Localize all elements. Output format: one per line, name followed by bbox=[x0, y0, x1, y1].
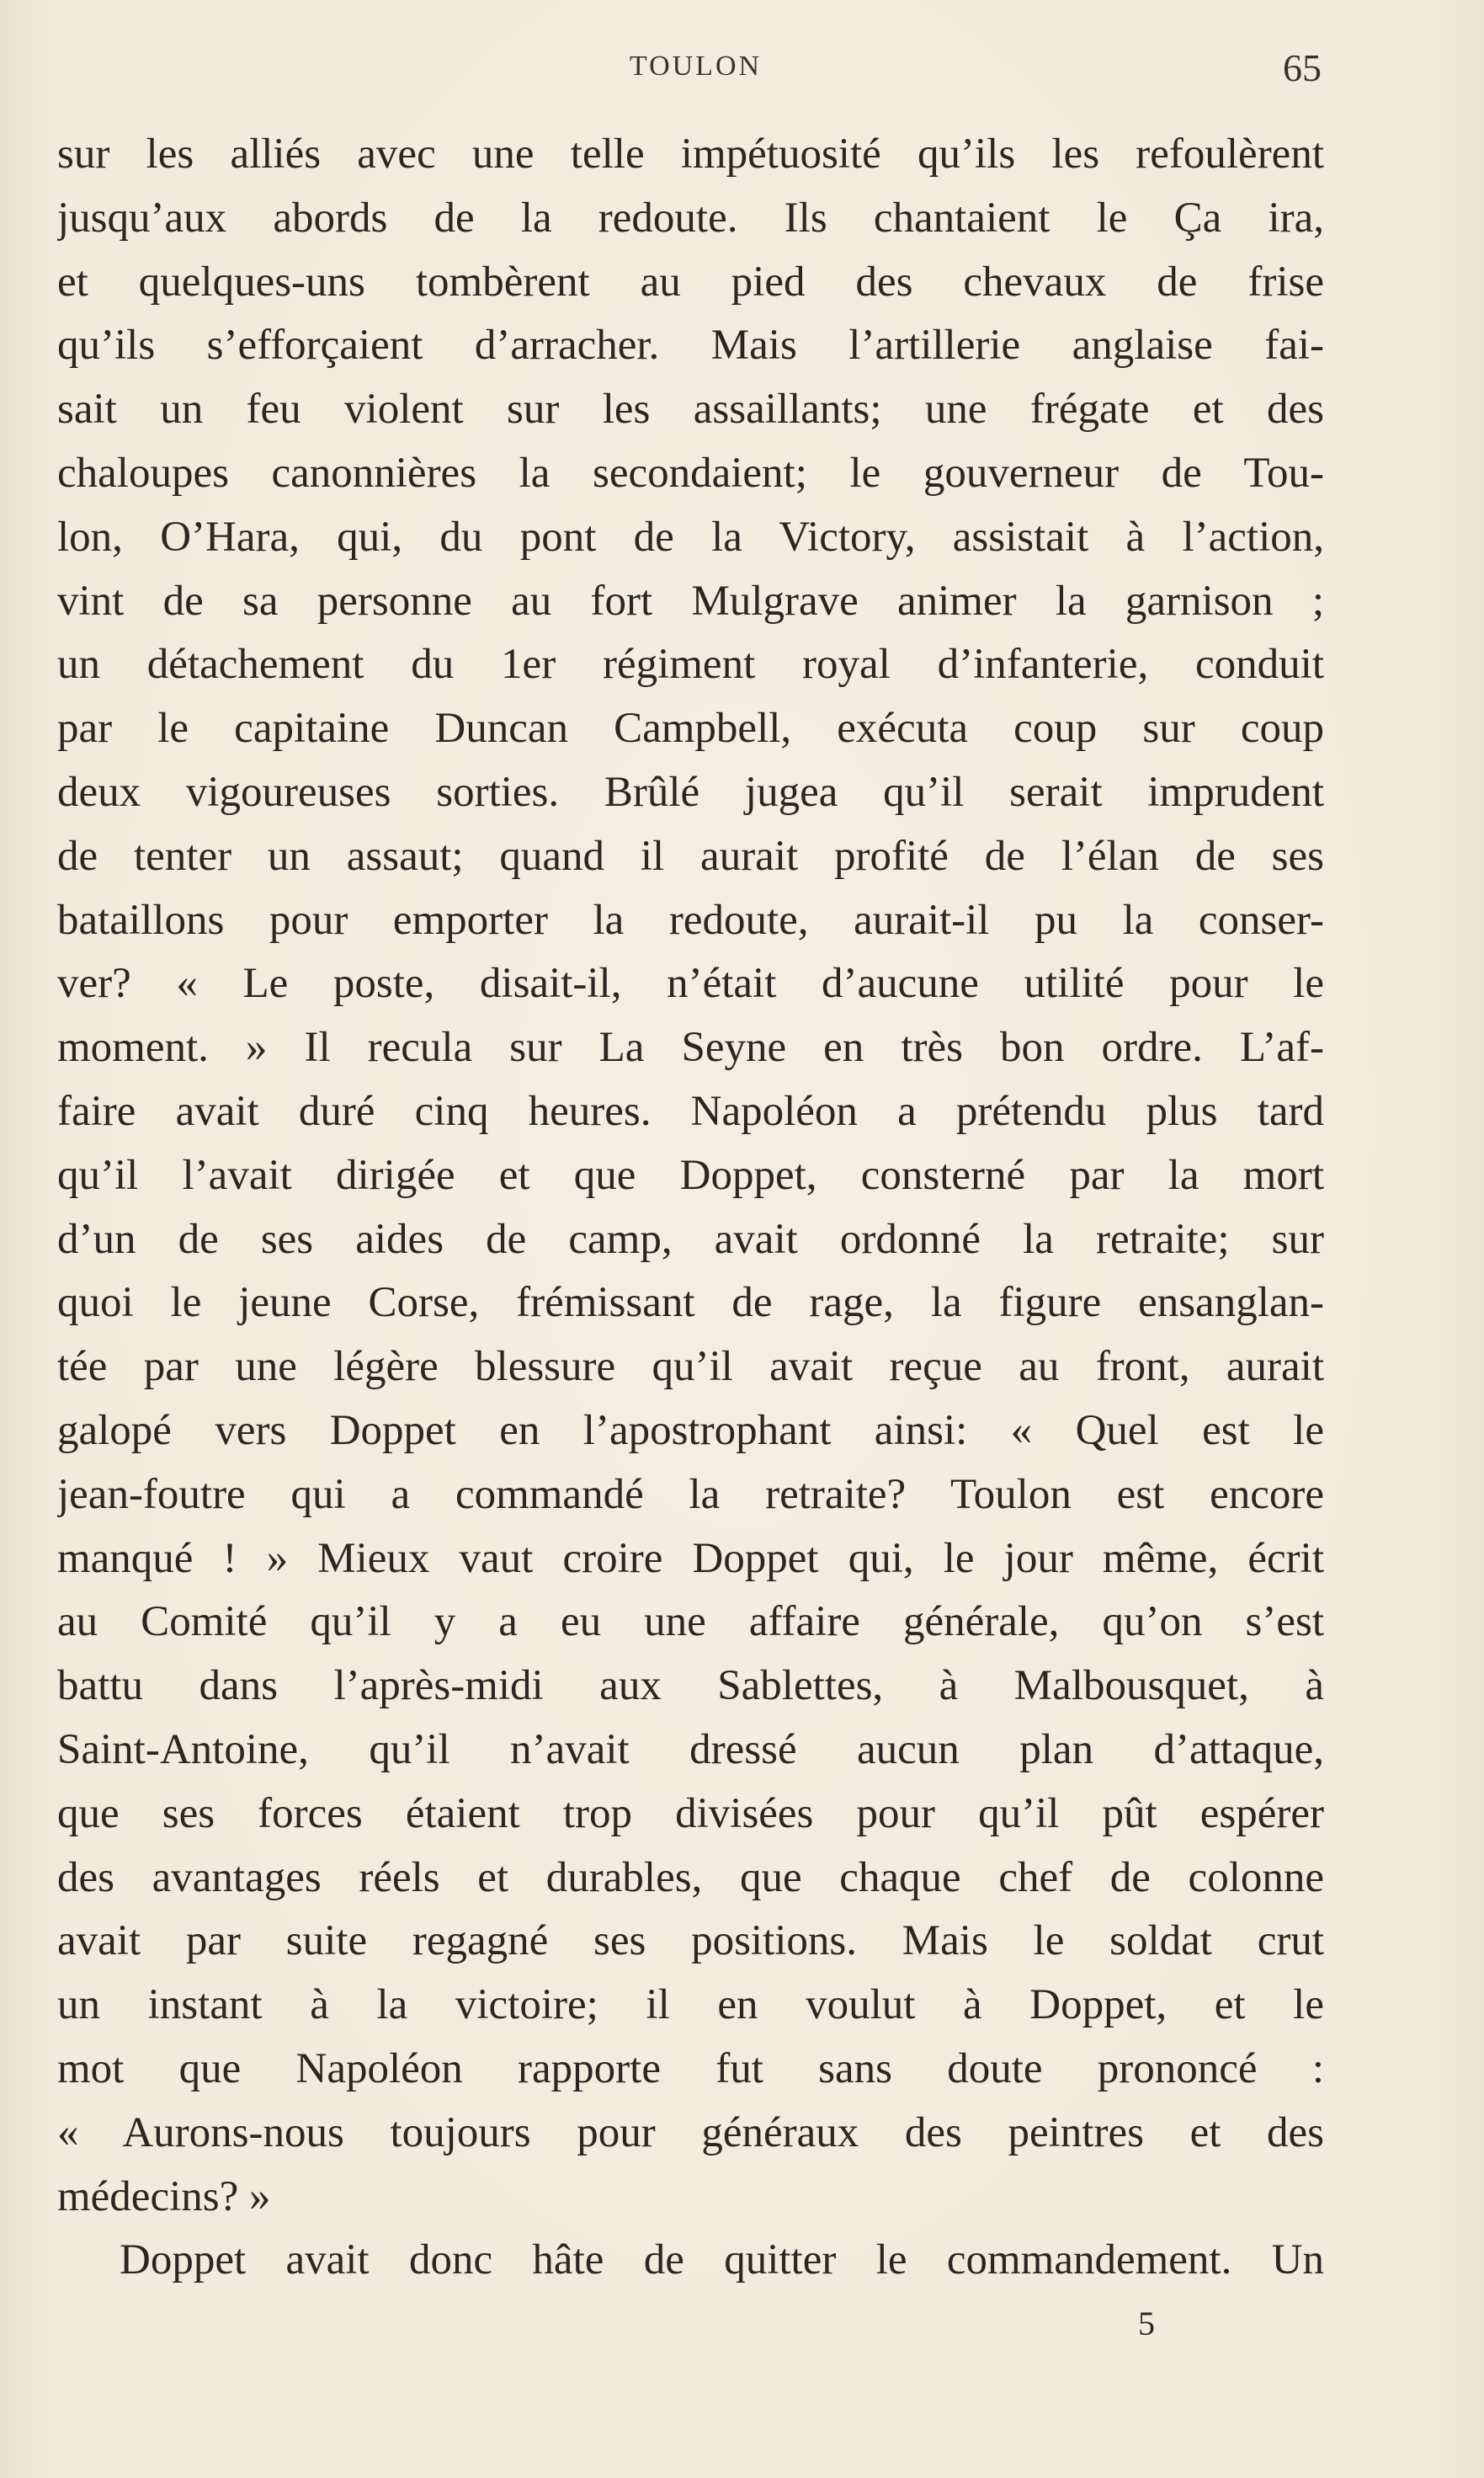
text-line: au Comité qu’il y a eu une affaire générale, qu’on s’est bbox=[57, 1598, 1324, 1646]
text-line: quoi le jeune Corse, frémissant de rage, la figure ensanglan- bbox=[57, 1279, 1324, 1327]
text-line: de tenter un assaut; quand il aurait profité de l’élan de ses bbox=[57, 832, 1324, 880]
text-line: d’un de ses aides de camp, avait ordonné la retraite; sur bbox=[57, 1215, 1324, 1263]
text-line: deux vigoureuses sorties. Brûlé jugea qu’il serait imprudent bbox=[57, 768, 1324, 816]
text-line-paragraph-start: Doppet avait donc hâte de quitter le commandement. Un bbox=[120, 2236, 1324, 2284]
text-line: vint de sa personne au fort Mulgrave animer la garnison ; bbox=[57, 577, 1324, 625]
text-line: manqué ! » Mieux vaut croire Doppet qui, le jour même, écrit bbox=[57, 1534, 1324, 1582]
text-line: galopé vers Doppet en l’apostrophant ainsi: « Quel est le bbox=[57, 1406, 1324, 1454]
running-title: TOULON bbox=[629, 51, 763, 82]
text-line: avait par suite regagné ses positions. Mais le soldat crut bbox=[57, 1917, 1324, 1965]
text-line: sait un feu violent sur les assaillants; une frégate et des bbox=[57, 386, 1324, 434]
running-header bbox=[0, 45, 1484, 96]
signature-mark: 5 bbox=[1138, 2305, 1155, 2342]
text-line: que ses forces étaient trop divisées pour qu’il pût espérer bbox=[57, 1789, 1324, 1837]
body-text bbox=[57, 123, 1324, 2293]
text-line: bataillons pour emporter la redoute, aurait-il pu la conser- bbox=[57, 896, 1324, 944]
page-number: 65 bbox=[1283, 46, 1322, 89]
text-line: qu’ils s’efforçaient d’arracher. Mais l’artillerie anglaise fai- bbox=[57, 322, 1324, 370]
text-line: par le capitaine Duncan Campbell, exécuta coup sur coup bbox=[57, 705, 1324, 753]
text-line: faire avait duré cinq heures. Napoléon a prétendu plus tard bbox=[57, 1087, 1324, 1135]
text-line: « Aurons-nous toujours pour généraux des peintres et des bbox=[57, 2108, 1324, 2156]
text-line: sur les alliés avec une telle impétuosité qu’ils les refoulèrent bbox=[57, 131, 1324, 178]
text-line: ver? « Le poste, disait-il, n’était d’aucune utilité pour le bbox=[57, 960, 1324, 1008]
text-line: moment. » Il recula sur La Seyne en très bon ordre. L’af- bbox=[57, 1024, 1324, 1072]
text-line: chaloupes canonnières la secondaient; le gouverneur de Tou- bbox=[57, 449, 1324, 497]
text-line: et quelques-uns tombèrent au pied des chevaux de frise bbox=[57, 258, 1324, 306]
text-line: jean-foutre qui a commandé la retraite? Toulon est encore bbox=[57, 1470, 1324, 1518]
text-line: un instant à la victoire; il en voulut à Doppet, et le bbox=[57, 1981, 1324, 2029]
text-line: tée par une légère blessure qu’il avait reçue au front, aurait bbox=[57, 1343, 1324, 1391]
text-line: battu dans l’après-midi aux Sablettes, à Malbousquet, à bbox=[57, 1662, 1324, 1710]
text-line: qu’il l’avait dirigée et que Doppet, consterné par la mort bbox=[57, 1151, 1324, 1199]
text-line: des avantages réels et durables, que chaque chef de colonne bbox=[57, 1853, 1324, 1901]
text-line: un détachement du 1er régiment royal d’infanterie, conduit bbox=[57, 641, 1324, 689]
text-line: jusqu’aux abords de la redoute. Ils chantaient le Ça ira, bbox=[57, 194, 1324, 242]
text-line: Saint-Antoine, qu’il n’avait dressé aucun plan d’attaque, bbox=[57, 1725, 1324, 1773]
text-line: lon, O’Hara, qui, du pont de la Victory, assistait à l’action, bbox=[57, 513, 1324, 561]
text-line: mot que Napoléon rapporte fut sans doute prononcé : bbox=[57, 2044, 1324, 2092]
text-line: médecins? » bbox=[57, 2172, 271, 2220]
